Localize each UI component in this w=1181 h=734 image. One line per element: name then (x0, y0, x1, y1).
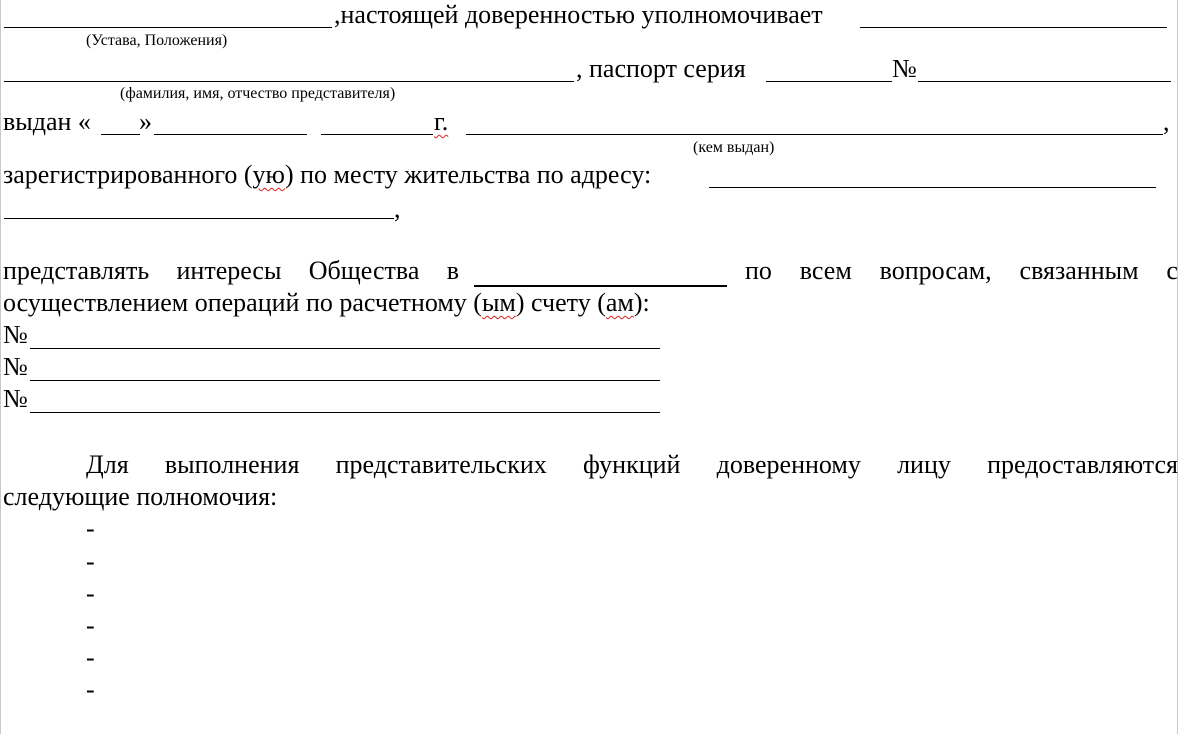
para1-line2-mid: ) счету ( (515, 288, 606, 317)
row3-year-text: г. (434, 107, 449, 136)
bullet-3[interactable]: - (86, 579, 95, 608)
bullet-6[interactable]: - (86, 675, 95, 704)
para1-line2-post: ): (633, 288, 650, 317)
field-blank-bank-name[interactable] (474, 285, 727, 287)
row3-comma: , (1163, 107, 1170, 136)
field-blank-representative-name[interactable] (4, 81, 574, 82)
para2-word-5: доверенному (716, 450, 861, 479)
row4-pre: зарегистрированного ( (3, 160, 253, 189)
bullet-5[interactable]: - (86, 643, 95, 672)
para2-line2: следующие полномочия: (3, 482, 278, 511)
field-blank-address-1[interactable] (709, 187, 1156, 188)
bullet-1[interactable]: - (86, 514, 95, 543)
account-number-sign-3: № (3, 384, 28, 413)
row3-year-label (434, 107, 448, 137)
field-blank-address-2[interactable] (4, 218, 394, 219)
para1-line2-pre: осуществлением операций по расчетному ( (3, 288, 482, 317)
hint-issued-by: (кем выдан) (693, 139, 775, 156)
para1-word-9: с (1166, 256, 1178, 285)
para1-line2-squiggle-1: ым (481, 288, 516, 317)
para1-line1-left (3, 256, 459, 286)
para2-word-4: функций (582, 450, 681, 479)
field-blank-account-3[interactable] (30, 412, 660, 413)
para1-word-4: в (446, 256, 459, 285)
para1-line1-right (745, 256, 1178, 286)
para1-word-2: интересы (176, 256, 282, 285)
hint-charter: (Устава, Положения) (86, 32, 228, 49)
field-blank-authorizer[interactable] (860, 27, 1167, 28)
bullet-2[interactable]: - (86, 547, 95, 576)
row3-issued-label: выдан « (3, 107, 91, 136)
account-number-sign-1: № (3, 320, 28, 349)
bullet-4[interactable]: - (86, 611, 95, 640)
para1-line2-squiggle-2: ам (605, 288, 634, 317)
para2-word-1: Для (86, 450, 129, 479)
field-blank-issued-by[interactable] (466, 134, 1163, 135)
row4-squiggle: ую (252, 160, 285, 189)
field-blank-issue-month[interactable] (154, 134, 307, 135)
row4-post: ) по месту жительства по адресу: (284, 160, 652, 189)
row5-comma: , (394, 194, 401, 223)
row3-quote-close: » (139, 107, 152, 136)
para2-word-7: предоставляются (987, 450, 1178, 479)
para1-word-3: Общества (308, 256, 420, 285)
field-blank-issue-day[interactable] (101, 134, 140, 135)
field-blank-account-1[interactable] (30, 348, 660, 349)
para1-word-5: по (745, 256, 772, 285)
para1-word-7: вопросам, (879, 256, 992, 285)
hint-representative-name: (фамилия, имя, отчество представителя) (120, 85, 396, 102)
account-number-sign-2: № (3, 352, 28, 381)
field-blank-passport-number[interactable] (918, 81, 1171, 82)
para1-word-1: представлять (3, 256, 150, 285)
field-blank-passport-series[interactable] (766, 81, 892, 82)
para1-line2 (3, 288, 650, 318)
para1-word-6: всем (799, 256, 852, 285)
para2-word-3: представительских (335, 450, 547, 479)
row1-text: ,настоящей доверенностью уполномочивает (334, 0, 823, 29)
row2-passport-text: , паспорт серия (576, 54, 746, 83)
field-blank-issue-year[interactable] (321, 134, 433, 135)
field-blank-account-2[interactable] (30, 380, 660, 381)
para2-word-6: лицу (897, 450, 951, 479)
row2-number-sign: № (892, 54, 917, 83)
para1-word-8: связанным (1019, 256, 1139, 285)
para2-line1 (86, 450, 1178, 480)
row4-registered-text (3, 160, 651, 190)
para2-word-2: выполнения (164, 450, 300, 479)
field-blank-org-doc[interactable] (4, 27, 332, 28)
